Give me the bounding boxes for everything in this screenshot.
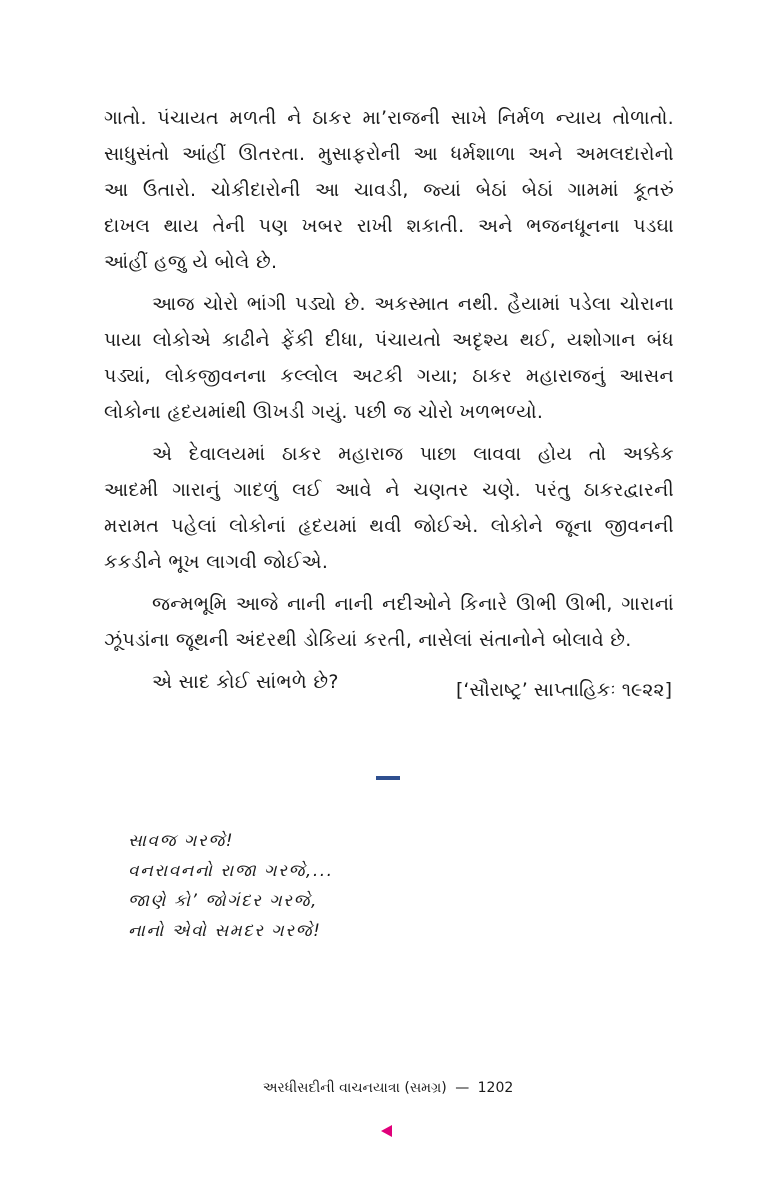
paragraph-line: દાખલ થાય તેની પણ ખબર રાખી શકાતી. અને ભજનધૂનના પડઘા — [104, 215, 674, 237]
paragraph-line: ઝૂંપડાંના જૂથની અંદરથી ડોકિયાં કરતી, નાસેલાં સંતાનોને બોલાવે છે. — [104, 629, 632, 651]
paragraph-3 — [104, 436, 674, 580]
paragraph-line: આજ ચોરો ભાંગી પડ્યો છે. અકસ્માત નથી. હૈયામાં પડેલા ચોરાના — [152, 293, 674, 315]
paragraph-line: કકડીને ભૂખ લાગવી જોઈએ. — [104, 551, 329, 573]
footer-dash: — — [455, 1080, 470, 1096]
page-number: 1202 — [477, 1080, 514, 1096]
paragraph-line: એ દેવાલયમાં ઠાકર મહારાજ પાછા લાવવા હોય તો અક્કેક — [152, 443, 674, 465]
source-citation: [‘સૌરાષ્ટ્ર’ સાપ્તાહિકઃ ૧૯૨૨] — [455, 679, 672, 701]
paragraph-4 — [104, 586, 674, 658]
paragraph-line: આદમી ગારાનું ગાદળું લઈ આવે ને ચણતર ચણે. પરંતુ ઠાકરદ્વારની — [104, 479, 674, 501]
body-text — [104, 100, 674, 706]
paragraph-1 — [104, 100, 674, 280]
paragraph-line: મરામત પહેલાં લોકોનાં હૃદયમાં થવી જોઈએ. લોકોને જૂના જીવનની — [104, 515, 674, 537]
paragraph-line: લોકોના હૃદયમાંથી ઊખડી ગયું. પછી જ ચોરો ખળભળ્યો. — [104, 401, 544, 423]
poem-line: સાવજ ગરજે! — [128, 831, 235, 851]
paragraph-line: પાયા લોકોએ કાઢીને ફેંકી દીધા, પંચાયતો અદૃશ્ય થઈ, યશોગાન બંધ — [104, 329, 674, 351]
poem-line: નાનો એવો સમદર ગરજે! — [128, 921, 322, 941]
poem-line: વનરાવનનો રાજા ગરજે,... — [128, 861, 334, 881]
paragraph-2 — [104, 286, 674, 430]
paragraph-line: સાધુસંતો આંહીં ઊતરતા. મુસાફરોની આ ધર્મશાળા અને અમલદારોનો — [104, 143, 674, 165]
paragraph-line: એ સાદ કોઈ સાંભળે છે? — [152, 671, 339, 693]
section-separator — [376, 776, 400, 780]
page-footer — [0, 1078, 776, 1098]
poem-line: જાણે કો’ જોગંદર ગરજે, — [128, 891, 318, 911]
previous-page-arrow-icon[interactable] — [380, 1124, 394, 1138]
paragraph-line: ગાતો. પંચાયત મળતી ને ઠાકર મા’રાજની સાખે નિર્મળ ન્યાય તોળાતો. — [104, 107, 674, 129]
paragraph-line: જન્મભૂમિ આજે નાની નાની નદીઓને કિનારે ઊભી ઊભી, ગારાનાં — [152, 593, 674, 615]
paragraph-line: આ ઉતારો. ચોકીદારોની આ ચાવડી, જ્યાં બેઠાં બેઠાં ગામમાં કૂતરું — [104, 179, 674, 201]
paragraph-line: પડ્યાં, લોકજીવનના કલ્લોલ અટકી ગયા; ઠાકર મહારાજનું આસન — [104, 365, 674, 387]
paragraph-line: આંહીં હજુ યે બોલે છે. — [104, 251, 278, 273]
poem-block — [128, 826, 548, 946]
triangle-left-icon-shape — [381, 1125, 392, 1137]
book-title: અરધીસદીની વાચનયાત્રા (સમગ્ર) — [262, 1080, 447, 1096]
